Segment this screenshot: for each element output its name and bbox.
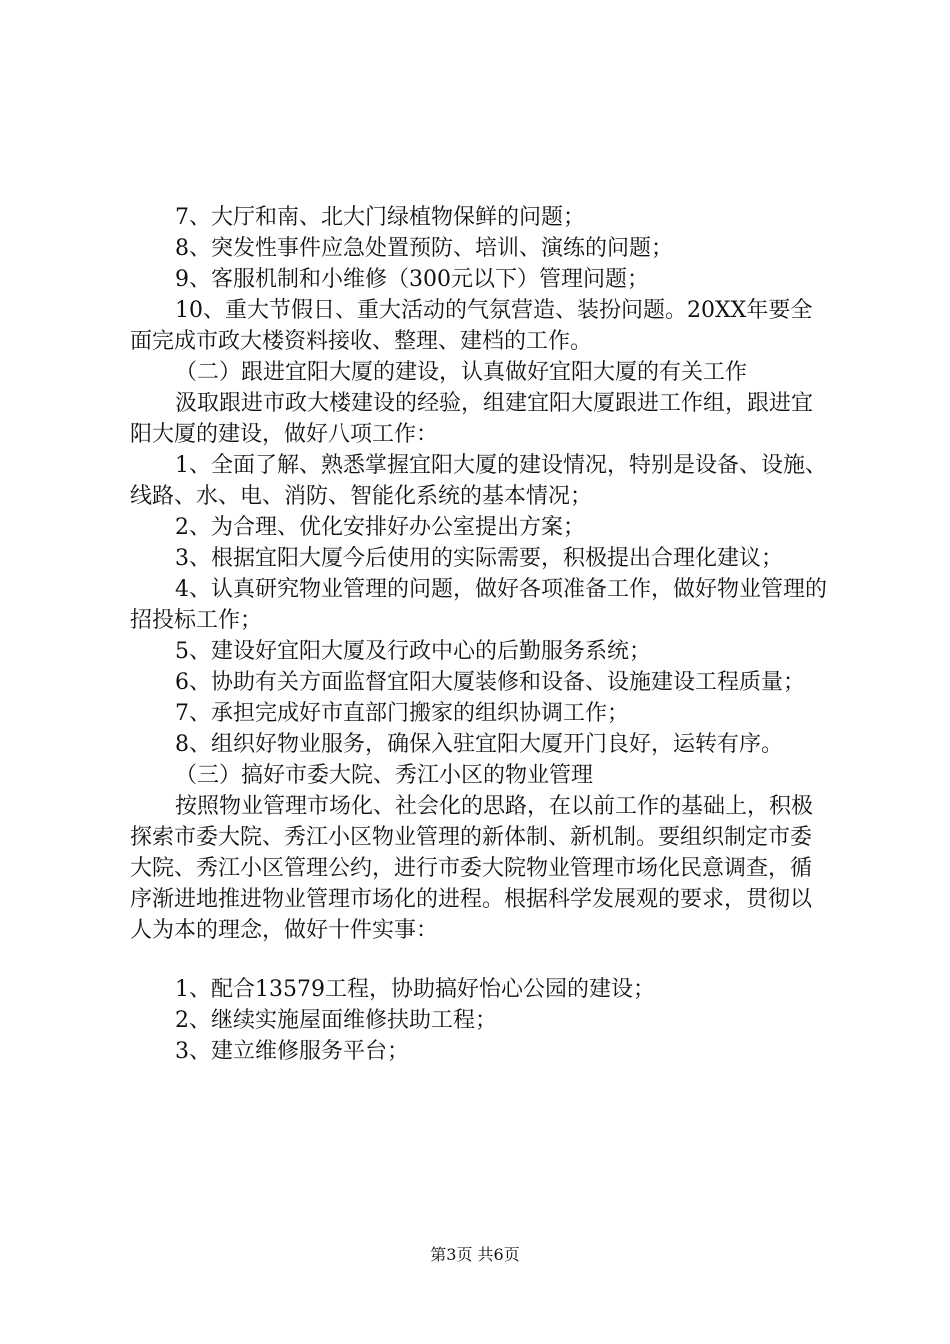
paragraph: 1、全面了解、熟悉掌握宜阳大厦的建设情况，特别是设备、设施、线路、水、电、消防、智能化系统的基本情况； — [130, 453, 827, 509]
paragraph-gap — [130, 946, 830, 974]
paragraph: 3、根据宜阳大厦今后使用的实际需要，积极提出合理化建议； — [175, 546, 783, 571]
paragraph: 6、协助有关方面监督宜阳大厦装修和设备、设施建设工程质量； — [175, 670, 805, 695]
paragraph: 4、认真研究物业管理的问题，做好各项准备工作，做好物业管理的招投标工作； — [130, 577, 827, 633]
paragraph: 7、大厅和南、北大门绿植物保鲜的问题； — [175, 205, 585, 230]
paragraph: 9、客服机制和小维修（300元以下）管理问题； — [175, 267, 649, 292]
paragraph: 8、突发性事件应急处置预防、培训、演练的问题； — [175, 236, 673, 261]
paragraph: 7、承担完成好市直部门搬家的组织协调工作； — [175, 701, 629, 726]
document-body — [130, 202, 830, 1067]
paragraph: 10、重大节假日、重大活动的气氛营造、装扮问题。20XX年要全面完成市政大楼资料接收、整理、建档的工作。 — [130, 298, 813, 354]
paragraph: 2、为合理、优化安排好办公室提出方案； — [175, 515, 585, 540]
paragraph: 按照物业管理市场化、社会化的思路，在以前工作的基础上，积极探索市委大院、秀江小区物业管理的新体制、新机制。要组织制定市委大院、秀江小区管理公约，进行市委大院物业管理市场化民意调查，循序渐进地推进物业管理市场化的进程。根据科学发展观的要求，贯彻以人为本的理念，做好十件实事： — [130, 794, 814, 943]
list-item: 3、建立维修服务平台； — [175, 1039, 409, 1064]
paragraph: 8、组织好物业服务，确保入驻宜阳大厦开门良好，运转有序。 — [175, 732, 783, 757]
list-item: 1、配合13579工程，协助搞好怡心公园的建设； — [175, 977, 655, 1002]
section-heading: （二）跟进宜阳大厦的建设，认真做好宜阳大厦的有关工作 — [175, 360, 748, 385]
paragraph: 汲取跟进市政大楼建设的经验，组建宜阳大厦跟进工作组，跟进宜阳大厦的建设，做好八项工作： — [130, 391, 814, 447]
list-item: 2、继续实施屋面维修扶助工程； — [175, 1008, 497, 1033]
page-footer: 第3页 共6页 — [430, 1245, 520, 1264]
paragraph: 5、建设好宜阳大厦及行政中心的后勤服务系统； — [175, 639, 651, 664]
section-heading: （三）搞好市委大院、秀江小区的物业管理 — [175, 763, 594, 788]
